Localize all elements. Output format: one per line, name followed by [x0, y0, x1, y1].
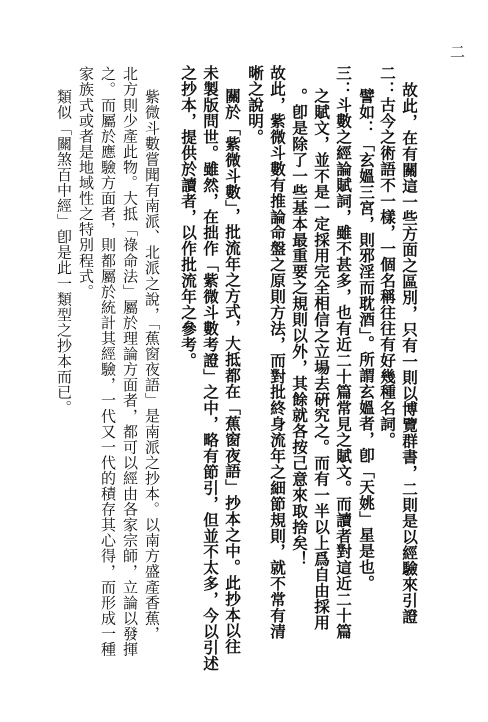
text-line-9: 關於「紫微斗數」，批流年之方式，大抵都在「蕉窗夜語」抄本之中。此抄本以往 — [223, 88, 242, 655]
page-number: 二 — [448, 44, 466, 59]
text-line-12: 紫微斗數嘗聞有南派、北派之說，「蕉窗夜語」是南派之抄本。以南方盛產香蕉， — [143, 89, 161, 642]
text-line-5: 之賦文，並不是一定採用完全相信之立場去硏究之。而有一半以上爲自由採用 — [312, 88, 331, 631]
text-line-8: 晰之說明。 — [246, 65, 265, 145]
text-line-11: 之抄本，提供於讀者，以作批流年之參考。 — [179, 65, 198, 369]
text-line-2: 二：古今之術語不一樣，一個名稱往往有好幾種名詞。 — [378, 65, 397, 448]
text-line-14: 之。而屬於應驗方面者，則都屬於統計其經驗，一代又一代的積存其心得，而形成一種 — [99, 66, 117, 657]
text-line-4: 三：斗數之經論賦詞，雖不甚多，也有近二十篇常見之賦文。而讀者對這近二十篇 — [334, 65, 353, 640]
text-line-7: 故此，紫微斗數有推論命盤之原則方法，而對批終身流年之細節規則，就不常有清 — [268, 65, 287, 640]
text-line-3: 譬如：「玄媼三宮，則邪淫而耽酒」。所謂玄媼者，卽「天姚」星是也。 — [357, 88, 376, 591]
text-line-16: 類似「關煞百中經」卽是此一類型之抄本而已。 — [55, 89, 73, 416]
text-line-10: 未製版問世。雖然，在拙作「紫微斗數考證」之中，略有節引，但並不太多，今以引述 — [201, 65, 220, 672]
text-line-1: 故此，在有關這一些方面之區別，只有一則以博覽群書，二則是以經驗來引證 — [400, 82, 419, 625]
text-line-13: 北方則少產此物。大抵「祿命法」屬於理論方面者，都可以經由各家宗師，立論以發揮 — [121, 66, 139, 657]
text-line-15: 家族式或者是地域性之特別程式。 — [77, 66, 95, 300]
text-line-6: 。卽是除了一些基本最重要之規則以外，其餘就各按己意來取捨矣！ — [290, 88, 309, 567]
